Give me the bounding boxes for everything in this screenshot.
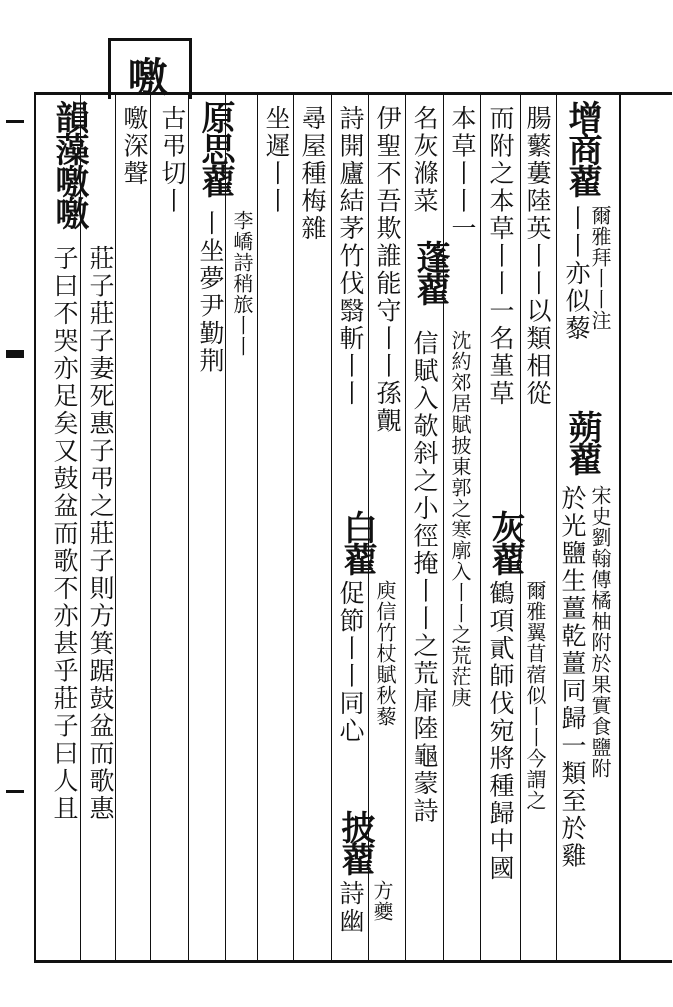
body-text: 子曰不哭亦足矣又鼓盆而歌不亦甚乎莊子曰人且 xyxy=(50,245,79,823)
entry-heading: 原思藋 xyxy=(195,100,235,196)
body-text: 名灰滌菜 xyxy=(410,105,439,215)
binding-edge xyxy=(0,80,34,960)
right-border-line xyxy=(619,92,621,962)
body-text: 本草丨丨一 xyxy=(448,105,477,243)
body-text: 丨丨亦似藜 xyxy=(562,205,591,343)
bottom-border xyxy=(34,960,672,963)
column-divider xyxy=(225,95,226,960)
annotation-text: 方夔 xyxy=(370,880,394,922)
column-divider xyxy=(150,95,151,960)
column-divider xyxy=(443,95,444,960)
body-text: 丨坐夢尹勤荆 xyxy=(196,210,225,375)
column-divider xyxy=(480,95,481,960)
body-text: 詩開廬結茅竹伐翳斬丨丨 xyxy=(336,105,365,408)
entry-heading: 白藋 xyxy=(337,510,377,574)
annotation-text: 沈約郊居賦披東郭之寒廓入丨丨之荒茫庚 xyxy=(448,330,472,708)
body-text: 於光鹽生薑乾薑同歸一類至於雞 xyxy=(558,485,587,870)
column-divider xyxy=(293,95,294,960)
column-divider xyxy=(115,95,116,960)
entry-heading: 增商藋 xyxy=(562,100,602,196)
entry-heading: 灰藋 xyxy=(485,510,525,574)
body-text: 古弔切丨 xyxy=(158,105,187,215)
body-text: 信賦入欹斜之小徑掩丨丨之荒扉陸龜蒙詩 xyxy=(410,330,439,825)
body-text: 噭深聲 xyxy=(120,105,149,188)
column-divider xyxy=(257,95,258,960)
body-text: 尋屋種梅雜 xyxy=(298,105,327,243)
left-border-line xyxy=(34,92,36,962)
column-divider xyxy=(405,95,406,960)
entry-heading: 蓬藋 xyxy=(410,240,450,304)
column-divider xyxy=(188,95,189,960)
annotation-text: 爾雅拜丨丨注 xyxy=(588,205,612,331)
body-text: 詩幽 xyxy=(336,880,365,935)
body-text: 伊聖不吾欺誰能守丨丨孫覿 xyxy=(373,105,402,435)
annotation-text: 庾信竹杖賦秋藜 xyxy=(373,580,397,727)
annotation-text: 爾雅翼苜蓿似丨丨今謂之 xyxy=(523,580,547,811)
body-text: 促節丨丨同心 xyxy=(336,580,365,745)
column-divider xyxy=(331,95,332,960)
column-divider xyxy=(556,95,557,960)
body-text: 坐遲丨丨 xyxy=(262,105,291,215)
body-text: 鶴項貳師伐宛將種歸中國 xyxy=(486,580,515,883)
entry-heading: 蒴藋 xyxy=(562,410,602,474)
body-text: 而附之本草丨丨一名堇草 xyxy=(486,105,515,408)
head-character: 噭 xyxy=(128,54,168,101)
entry-heading: 韻藻噭噭 xyxy=(49,100,89,228)
annotation-text: 宋史劉翰傳橘柚附於果實食鹽附 xyxy=(588,485,612,779)
body-text: 莊子莊子妻死惠子弔之莊子則方箕踞鼓盆而歌惠 xyxy=(86,245,115,823)
annotation-text: 李嶠詩稍旅丨丨 xyxy=(230,210,254,357)
body-text: 腸蘩蔞陸英丨丨以類相從 xyxy=(523,105,552,408)
entry-heading: 披藋 xyxy=(335,810,375,874)
